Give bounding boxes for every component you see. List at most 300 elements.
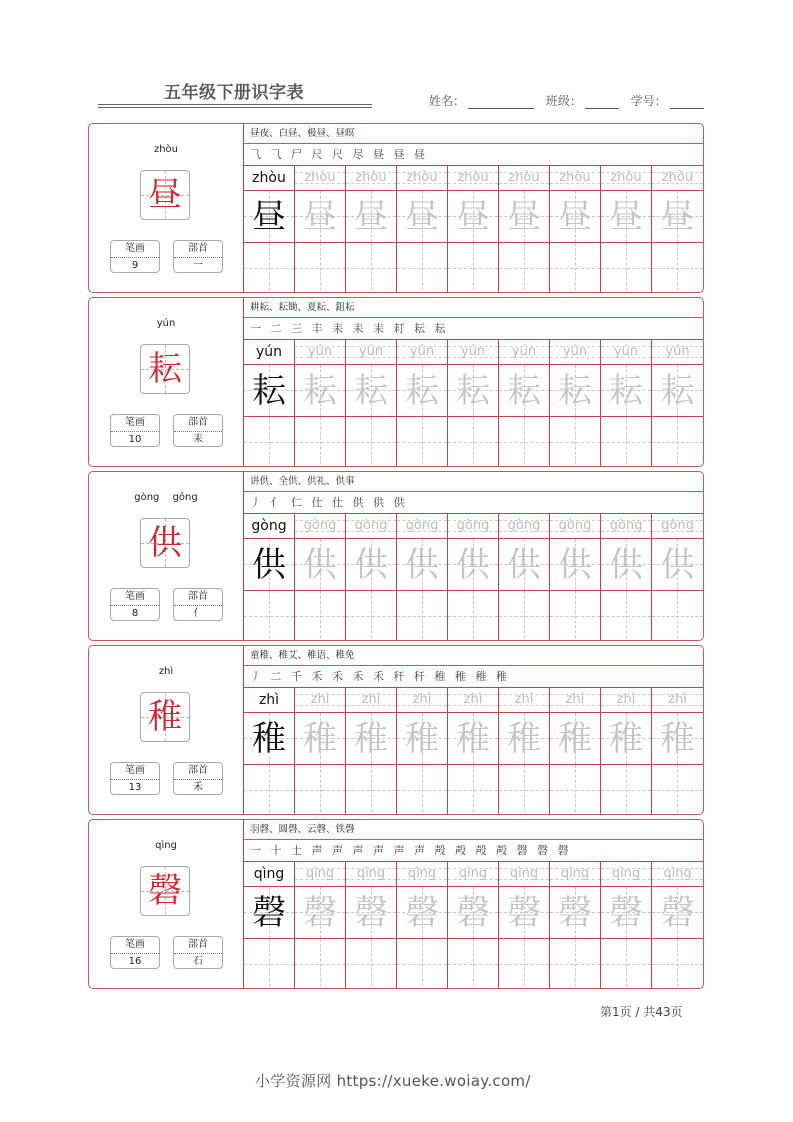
pinyin-text: yún	[409, 344, 435, 359]
main-character: 昼	[148, 175, 182, 215]
blank-writing-cell[interactable]	[397, 243, 447, 293]
character-pinyin: zhòu	[153, 144, 179, 155]
radical-box	[173, 240, 223, 273]
blank-writing-cell[interactable]	[499, 765, 549, 815]
practice-column	[448, 166, 499, 293]
pinyin-practice-cell[interactable]	[499, 166, 549, 191]
pinyin-practice-cell[interactable]	[397, 340, 447, 365]
blank-writing-cell[interactable]	[448, 243, 498, 293]
pinyin-practice-cell[interactable]	[295, 688, 345, 713]
stroke-count-value: 9	[131, 260, 139, 271]
blank-writing-cell[interactable]	[601, 591, 651, 641]
pinyin-text: gòng	[558, 518, 592, 533]
pinyin-practice-cell[interactable]	[499, 514, 549, 539]
pinyin-practice-cell[interactable]	[346, 688, 396, 713]
practice-column	[499, 688, 550, 815]
pinyin-practice-cell[interactable]	[346, 340, 396, 365]
character-box	[140, 344, 190, 394]
trace-char-cell[interactable]	[652, 365, 703, 417]
blank-writing-cell[interactable]	[550, 243, 600, 293]
trace-char-cell[interactable]	[499, 365, 549, 417]
practice-column	[652, 514, 703, 641]
trace-character: 稚	[558, 719, 592, 759]
pinyin-text: zhì	[616, 692, 636, 707]
pinyin-text: yún	[460, 344, 486, 359]
trace-character: 稚	[456, 719, 490, 759]
trace-character: 供	[507, 545, 541, 585]
student-number-blank[interactable]	[670, 95, 704, 109]
trace-char-cell[interactable]	[499, 887, 549, 939]
practice-column	[244, 340, 295, 467]
pinyin-practice-cell[interactable]	[550, 340, 600, 365]
blank-writing-cell[interactable]	[550, 765, 600, 815]
character-info-panel	[89, 472, 244, 640]
example-words: 羽磬、圆磬、云磬、铁磬	[244, 820, 704, 840]
trace-character: 昼	[303, 197, 337, 237]
trace-char-cell[interactable]	[448, 191, 498, 243]
character-box	[140, 866, 190, 916]
pinyin-text: gòng	[251, 518, 287, 534]
character-card	[88, 297, 704, 467]
practice-column	[499, 340, 550, 467]
trace-character: 磬	[354, 893, 388, 933]
practice-column	[652, 862, 703, 989]
writing-grid	[244, 166, 704, 293]
pinyin-text: qìng	[356, 866, 386, 881]
practice-column	[652, 688, 703, 815]
trace-character: 稚	[660, 719, 695, 759]
blank-writing-cell[interactable]	[448, 939, 498, 989]
character-info-panel	[89, 646, 244, 814]
trace-char-cell[interactable]	[652, 539, 703, 591]
trace-char-cell[interactable]	[346, 887, 396, 939]
character-info-panel	[89, 124, 244, 292]
trace-character: 昼	[609, 197, 643, 237]
trace-char-cell[interactable]	[601, 365, 651, 417]
blank-writing-cell[interactable]	[397, 765, 447, 815]
character-info-panel	[89, 298, 244, 466]
radical-box	[173, 588, 223, 621]
trace-char-cell[interactable]	[652, 887, 703, 939]
practice-area	[244, 124, 704, 292]
trace-char-cell[interactable]	[295, 539, 345, 591]
trace-character: 耘	[303, 371, 337, 411]
stroke-count-label: 笔画	[111, 763, 159, 780]
trace-char-cell[interactable]	[448, 539, 498, 591]
pinyin-text: zhòu	[304, 170, 336, 185]
blank-writing-cell[interactable]	[448, 765, 498, 815]
character-info-panel	[89, 820, 244, 988]
practice-column	[652, 166, 703, 293]
pinyin-practice-cell[interactable]	[601, 166, 651, 191]
trace-character: 供	[354, 545, 388, 585]
model-character: 昼	[252, 197, 286, 237]
pinyin-practice-cell[interactable]	[448, 688, 498, 713]
stroke-count-label: 笔画	[111, 415, 159, 432]
blank-writing-cell[interactable]	[295, 765, 345, 815]
stroke-count-box	[110, 240, 160, 273]
pinyin-text: gòng	[405, 518, 439, 533]
stroke-count-box	[110, 414, 160, 447]
trace-char-cell[interactable]	[601, 539, 651, 591]
blank-writing-cell[interactable]	[652, 939, 703, 989]
trace-char-cell[interactable]	[550, 365, 600, 417]
pinyin-text: zhì	[565, 692, 585, 707]
trace-char-cell[interactable]	[499, 713, 549, 765]
blank-writing-cell[interactable]	[550, 417, 600, 467]
trace-char-cell[interactable]	[448, 887, 498, 939]
trace-char-cell[interactable]	[346, 539, 396, 591]
practice-column	[601, 514, 652, 641]
blank-writing-cell[interactable]	[601, 417, 651, 467]
trace-character: 供	[660, 545, 695, 585]
practice-column	[244, 514, 295, 641]
practice-column	[550, 166, 601, 293]
radical-value: 一	[193, 260, 203, 271]
model-character: 稚	[252, 719, 286, 759]
blank-writing-cell[interactable]	[499, 591, 549, 641]
pinyin-practice-cell[interactable]	[295, 166, 345, 191]
blank-writing-cell[interactable]	[652, 243, 703, 293]
pinyin-text: qìng	[253, 866, 285, 882]
blank-writing-cell[interactable]	[652, 765, 703, 815]
practice-column	[550, 688, 601, 815]
blank-writing-cell[interactable]	[346, 243, 396, 293]
trace-char-cell[interactable]	[295, 191, 345, 243]
pinyin-practice-cell[interactable]	[601, 514, 651, 539]
blank-writing-cell[interactable]	[295, 591, 345, 641]
trace-char-cell[interactable]	[397, 191, 447, 243]
trace-char-cell[interactable]	[397, 365, 447, 417]
pinyin-practice-cell[interactable]	[550, 688, 600, 713]
blank-writing-cell[interactable]	[244, 939, 294, 989]
pinyin-practice-cell	[244, 166, 294, 191]
blank-writing-cell[interactable]	[295, 243, 345, 293]
pinyin-practice-cell	[244, 862, 294, 887]
character-pinyin: yún	[156, 318, 176, 329]
stroke-count-value: 13	[128, 782, 142, 793]
pinyin-text: gòng	[661, 518, 694, 533]
character-card	[88, 819, 704, 989]
trace-char-cell[interactable]	[550, 713, 600, 765]
blank-writing-cell[interactable]	[499, 939, 549, 989]
pinyin-practice-cell[interactable]	[499, 340, 549, 365]
name-blank[interactable]	[468, 95, 534, 109]
radical-value: 石	[193, 956, 203, 967]
radical-label: 部首	[174, 241, 222, 258]
blank-writing-cell[interactable]	[346, 765, 396, 815]
trace-character: 磬	[507, 893, 541, 933]
radical-box	[173, 414, 223, 447]
blank-writing-cell[interactable]	[601, 765, 651, 815]
trace-char-cell[interactable]	[550, 887, 600, 939]
trace-char-cell[interactable]	[550, 191, 600, 243]
trace-char-cell[interactable]	[397, 887, 447, 939]
pinyin-text: yún	[562, 344, 588, 359]
radical-label: 部首	[174, 763, 222, 780]
pinyin-practice-cell[interactable]	[601, 340, 651, 365]
trace-character: 磬	[558, 893, 592, 933]
blank-writing-cell[interactable]	[550, 939, 600, 989]
pinyin-practice-cell[interactable]	[295, 340, 345, 365]
practice-column	[295, 862, 346, 989]
pinyin-practice-cell	[244, 688, 294, 713]
blank-writing-cell[interactable]	[601, 939, 651, 989]
pinyin-text: gòng	[609, 518, 643, 533]
pinyin-text: zhì	[514, 692, 534, 707]
model-char-cell	[244, 539, 294, 591]
trace-char-cell[interactable]	[346, 191, 396, 243]
trace-char-cell[interactable]	[601, 713, 651, 765]
pinyin-text: yún	[511, 344, 537, 359]
pinyin-practice-cell[interactable]	[499, 688, 549, 713]
trace-character: 耘	[507, 371, 541, 411]
writing-grid	[244, 862, 704, 989]
page-indicator: 第1页 / 共43页	[600, 1005, 683, 1019]
character-card	[88, 645, 704, 815]
example-words: 讲供、全供、供礼、供事	[244, 472, 704, 492]
blank-writing-cell[interactable]	[244, 765, 294, 815]
model-char-cell	[244, 191, 294, 243]
trace-character: 供	[303, 545, 337, 585]
blank-writing-cell[interactable]	[295, 417, 345, 467]
pinyin-text: zhòu	[559, 170, 591, 185]
trace-character: 供	[609, 545, 643, 585]
pinyin-text: yún	[255, 344, 283, 360]
radical-box	[173, 936, 223, 969]
writing-grid	[244, 688, 704, 815]
trace-character: 昼	[405, 197, 439, 237]
blank-writing-cell[interactable]	[295, 939, 345, 989]
trace-character: 稚	[354, 719, 388, 759]
trace-character: 耘	[354, 371, 388, 411]
radical-label: 部首	[174, 937, 222, 954]
character-pinyin: gòng gōng	[134, 492, 198, 503]
pinyin-text: zhòu	[457, 170, 489, 185]
practice-column	[601, 340, 652, 467]
trace-character: 昼	[507, 197, 541, 237]
pinyin-text: gòng	[303, 518, 337, 533]
trace-char-cell[interactable]	[397, 713, 447, 765]
pinyin-practice-cell[interactable]	[346, 166, 396, 191]
practice-area	[244, 820, 704, 988]
trace-character: 磬	[456, 893, 490, 933]
pinyin-practice-cell[interactable]	[295, 514, 345, 539]
stroke-count-value: 16	[128, 956, 142, 967]
page-title: 五年级下册识字表	[164, 83, 304, 103]
main-character: 耘	[148, 349, 182, 389]
trace-character: 耘	[456, 371, 490, 411]
stroke-count-value: 10	[128, 434, 142, 445]
practice-area	[244, 472, 704, 640]
pinyin-practice-cell[interactable]	[601, 688, 651, 713]
blank-writing-cell[interactable]	[499, 243, 549, 293]
pinyin-practice-cell[interactable]	[499, 862, 549, 887]
trace-character: 稚	[609, 719, 643, 759]
model-char-cell	[244, 887, 294, 939]
stroke-count-value: 8	[131, 608, 139, 619]
trace-char-cell[interactable]	[652, 191, 703, 243]
practice-column	[295, 514, 346, 641]
trace-char-cell[interactable]	[295, 713, 345, 765]
pinyin-text: qìng	[509, 866, 539, 881]
trace-char-cell[interactable]	[448, 365, 498, 417]
radical-value: 亻	[193, 608, 203, 619]
pinyin-practice-cell	[244, 514, 294, 539]
pinyin-practice-cell	[244, 340, 294, 365]
trace-char-cell[interactable]	[448, 713, 498, 765]
practice-column	[448, 688, 499, 815]
pinyin-practice-cell[interactable]	[448, 166, 498, 191]
pinyin-practice-cell[interactable]	[397, 166, 447, 191]
practice-column	[448, 340, 499, 467]
pinyin-text: zhì	[412, 692, 432, 707]
pinyin-practice-cell[interactable]	[550, 862, 600, 887]
trace-character: 磬	[609, 893, 643, 933]
practice-column	[346, 688, 397, 815]
trace-char-cell[interactable]	[499, 539, 549, 591]
practice-column	[652, 340, 703, 467]
pinyin-practice-cell[interactable]	[652, 166, 703, 191]
pinyin-practice-cell[interactable]	[550, 514, 600, 539]
writing-grid	[244, 514, 704, 641]
radical-label: 部首	[174, 415, 222, 432]
practice-column	[397, 340, 448, 467]
stroke-order: 丿 二 千 禾 禾 禾 禾 秆 秆 稚 稚 稚 稚	[244, 666, 704, 688]
pinyin-text: zhì	[463, 692, 483, 707]
trace-char-cell[interactable]	[601, 191, 651, 243]
pinyin-practice-cell[interactable]	[448, 514, 498, 539]
pinyin-text: yún	[358, 344, 384, 359]
blank-writing-cell[interactable]	[448, 417, 498, 467]
pinyin-practice-cell[interactable]	[448, 340, 498, 365]
trace-character: 耘	[660, 371, 695, 411]
trace-character: 供	[558, 545, 592, 585]
blank-writing-cell[interactable]	[244, 591, 294, 641]
pinyin-practice-cell[interactable]	[397, 862, 447, 887]
practice-column	[397, 688, 448, 815]
blank-writing-cell[interactable]	[550, 591, 600, 641]
pinyin-practice-cell[interactable]	[397, 688, 447, 713]
title-underline	[98, 104, 372, 105]
practice-column	[244, 166, 295, 293]
stroke-order: 一 二 三 丰 耒 耒 耒 耓 耘 耘	[244, 318, 704, 340]
pinyin-practice-cell[interactable]	[652, 862, 703, 887]
pinyin-text: gòng	[456, 518, 490, 533]
practice-column	[244, 688, 295, 815]
class-field[interactable]	[546, 92, 619, 109]
name-field[interactable]	[429, 92, 534, 109]
blank-writing-cell[interactable]	[244, 243, 294, 293]
blank-writing-cell[interactable]	[601, 243, 651, 293]
pinyin-text: yún	[307, 344, 333, 359]
model-character: 磬	[252, 893, 286, 933]
pinyin-practice-cell[interactable]	[397, 514, 447, 539]
pinyin-text: qìng	[407, 866, 437, 881]
blank-writing-cell[interactable]	[652, 591, 703, 641]
blank-writing-cell[interactable]	[397, 417, 447, 467]
worksheet-header	[96, 78, 706, 112]
trace-char-cell[interactable]	[601, 887, 651, 939]
trace-character: 稚	[405, 719, 439, 759]
pinyin-practice-cell[interactable]	[601, 862, 651, 887]
blank-writing-cell[interactable]	[652, 417, 703, 467]
trace-char-cell[interactable]	[346, 713, 396, 765]
main-character: 磬	[148, 871, 182, 911]
trace-char-cell[interactable]	[499, 191, 549, 243]
practice-column	[550, 514, 601, 641]
main-character: 稚	[148, 697, 182, 737]
practice-column	[397, 514, 448, 641]
pinyin-text: zhòu	[661, 170, 694, 185]
trace-char-cell[interactable]	[295, 887, 345, 939]
student-number-field[interactable]	[631, 92, 704, 109]
practice-column	[346, 166, 397, 293]
pinyin-practice-cell[interactable]	[448, 862, 498, 887]
radical-value: 耒	[193, 434, 203, 445]
pinyin-text: zhì	[668, 692, 687, 707]
blank-writing-cell[interactable]	[499, 417, 549, 467]
model-character: 耘	[252, 371, 286, 411]
radical-box	[173, 762, 223, 795]
blank-writing-cell[interactable]	[346, 591, 396, 641]
trace-char-cell[interactable]	[397, 539, 447, 591]
practice-column	[346, 862, 397, 989]
practice-column	[295, 166, 346, 293]
trace-char-cell[interactable]	[550, 539, 600, 591]
practice-column	[346, 514, 397, 641]
blank-writing-cell[interactable]	[397, 939, 447, 989]
class-label: 班级：	[545, 94, 582, 108]
blank-writing-cell[interactable]	[346, 417, 396, 467]
example-words: 耕耘、耘锄、夏耘、鉏耘	[244, 298, 704, 318]
trace-char-cell[interactable]	[346, 365, 396, 417]
student-number-label: 学号：	[630, 94, 667, 108]
pinyin-practice-cell[interactable]	[346, 514, 396, 539]
pinyin-practice-cell[interactable]	[652, 688, 703, 713]
pinyin-practice-cell[interactable]	[550, 166, 600, 191]
trace-character: 昼	[558, 197, 592, 237]
trace-character: 磬	[303, 893, 337, 933]
radical-label: 部首	[174, 589, 222, 606]
pinyin-practice-cell[interactable]	[346, 862, 396, 887]
blank-writing-cell[interactable]	[244, 417, 294, 467]
trace-char-cell[interactable]	[652, 713, 703, 765]
model-char-cell	[244, 713, 294, 765]
trace-character: 供	[405, 545, 439, 585]
pinyin-practice-cell[interactable]	[295, 862, 345, 887]
pinyin-text: qìng	[305, 866, 335, 881]
pinyin-practice-cell[interactable]	[652, 514, 703, 539]
pinyin-practice-cell[interactable]	[652, 340, 703, 365]
practice-column	[601, 688, 652, 815]
practice-column	[601, 166, 652, 293]
character-card	[88, 471, 704, 641]
practice-column	[499, 514, 550, 641]
example-words: 昼夜、白昼、极昼、昼暝	[244, 124, 704, 144]
practice-column	[448, 514, 499, 641]
pinyin-text: zhòu	[252, 170, 286, 186]
blank-writing-cell[interactable]	[346, 939, 396, 989]
trace-char-cell[interactable]	[295, 365, 345, 417]
blank-writing-cell[interactable]	[397, 591, 447, 641]
trace-character: 稚	[507, 719, 541, 759]
student-info-fields	[429, 92, 712, 109]
class-blank[interactable]	[585, 95, 619, 109]
trace-character: 昼	[456, 197, 490, 237]
blank-writing-cell[interactable]	[448, 591, 498, 641]
practice-column	[448, 862, 499, 989]
